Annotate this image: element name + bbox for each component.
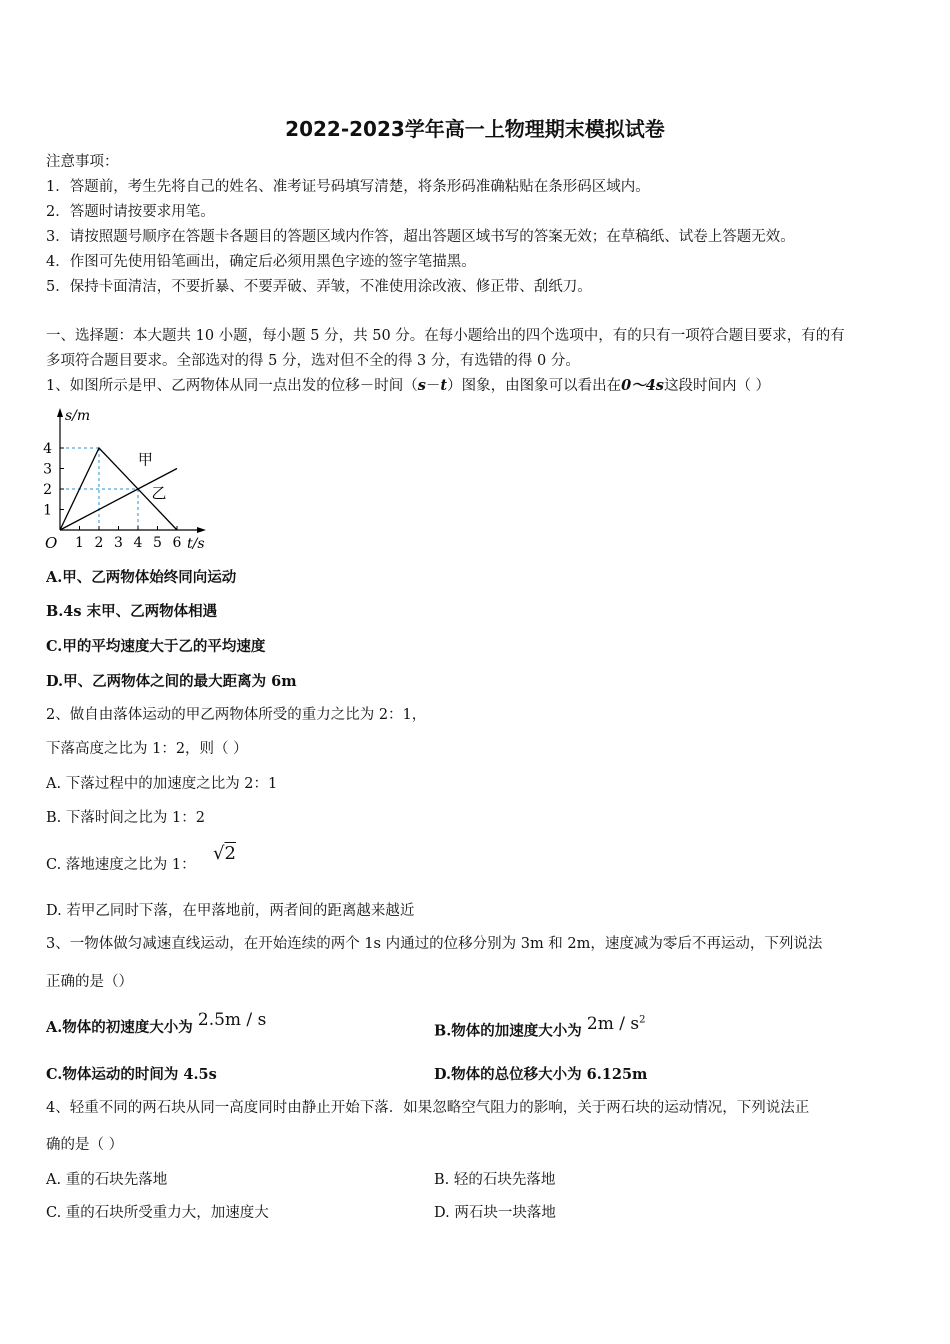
question-3-stem-cont: 正确的是（） — [46, 974, 133, 990]
q2-option-d: D. 若甲乙同时下落，在甲落地前，两者间的距离越来越近 — [46, 903, 415, 919]
notice-heading: 注意事项： — [46, 154, 119, 170]
x-tick-label: 3 — [114, 535, 123, 551]
q1-option-d: D.甲、乙两物体之间的最大距离为 6m — [46, 673, 297, 690]
q4-option-b: B. 轻的石块先落地 — [434, 1172, 556, 1188]
notice-item: 5．保持卡面清洁，不要折暴、不要弄破、弄皱，不准使用涂改液、修正带、刮纸刀。 — [46, 279, 592, 295]
q1-stem-dash: － — [425, 378, 441, 394]
q1-stem-t: t — [440, 377, 448, 394]
x-tick-label: 4 — [133, 535, 143, 551]
x-axis-arrow — [197, 527, 206, 533]
q1-option-a: A.甲、乙两物体始终同向运动 — [46, 569, 237, 586]
notice-item: 2．答题时请按要求用笔。 — [46, 204, 215, 220]
q1-stem-s: s — [417, 377, 426, 394]
question-2-stem-cont: 下落高度之比为 1：2，则（ ） — [46, 741, 248, 757]
q3-option-b-math — [587, 1014, 646, 1034]
question-4-stem: 4、轻重不同的两石块从同一高度同时由静止开始下落．如果忽略空气阻力的影响，关于两石块的运动情况，下列说法正 — [46, 1100, 810, 1116]
q1-option-c: C.甲的平均速度大于乙的平均速度 — [46, 638, 266, 655]
question-3-stem: 3、一物体做匀减速直线运动，在开始连续的两个 1s 内通过的位移分别为 3m 和 2m，速度减为零后不再运动，下列说法 — [46, 936, 823, 952]
st-graph — [40, 404, 220, 554]
question-4-stem-cont: 确的是（ ） — [46, 1137, 124, 1153]
origin-label: O — [45, 534, 58, 552]
series-label-2: 乙 — [151, 484, 167, 503]
question-1-stem — [46, 376, 770, 396]
q3-option-a-text: A.物体的初速度大小为 — [46, 1019, 193, 1036]
y-tick-label: 3 — [43, 461, 52, 478]
page-title: 2022-2023学年高一上物理期末模拟试卷 — [285, 117, 665, 141]
q4-option-d: D. 两石块一块落地 — [434, 1205, 556, 1221]
sqrt-two-radicand: 2 — [224, 843, 236, 864]
y-tick-label: 4 — [43, 441, 52, 457]
q2-option-b: B. 下落时间之比为 1：2 — [46, 810, 205, 826]
y-axis-arrow — [57, 408, 63, 417]
series-label-1: 甲 — [137, 450, 153, 469]
y-tick-label: 1 — [43, 502, 52, 519]
sqrt-two: √2 — [213, 843, 236, 864]
q3-option-b-text: B.物体的加速度大小为 — [434, 1022, 582, 1040]
q1-stem-b: ）图象，由图象可以看出在 — [447, 378, 622, 394]
q2-option-c: C. 落地速度之比为 1： — [46, 857, 196, 873]
y-axis-label: s/m — [65, 408, 91, 424]
q4-option-c: C. 重的石块所受重力大，加速度大 — [46, 1205, 269, 1221]
q1-stem-a: 1、如图所示是甲、乙两物体从同一点出发的位移－时间（ — [46, 378, 418, 394]
notice-item: 4．作图可先使用铅笔画出，确定后必须用黑色字迹的签字笔描黑。 — [46, 254, 476, 270]
q1-option-b: B.4s 末甲、乙两物体相遇 — [46, 603, 218, 620]
y-tick-label: 2 — [43, 482, 52, 498]
x-tick-label: 5 — [153, 535, 162, 551]
x-tick-label: 1 — [75, 535, 84, 551]
q3-option-b-unit: 2m / s — [586, 1013, 640, 1034]
q1-stem-range: 0～4s — [621, 377, 664, 394]
notice-item: 1．答题前，考生先将自己的姓名、准考证号码填写清楚，将条形码准确粘贴在条形码区域内。 — [46, 179, 650, 195]
q3-option-b-sup: 2 — [639, 1014, 646, 1025]
x-tick-label: 6 — [172, 535, 182, 551]
section-heading-cont: 多项符合题目要求。全部选对的得 5 分，选对但不全的得 3 分，有选错的得 0 分。 — [46, 353, 580, 369]
notice-item: 3．请按照题号顺序在答题卡各题目的答题区域内作答，超出答题区域书写的答案无效；在草稿纸、试卷上答题无效。 — [46, 229, 795, 245]
q2-option-a: A. 下落过程中的加速度之比为 2：1 — [46, 776, 278, 792]
q3-option-a — [46, 1010, 267, 1038]
q3-option-d: D.物体的总位移大小为 6.125m — [434, 1066, 648, 1083]
x-tick-label: 2 — [94, 535, 104, 551]
q3-option-b — [434, 1013, 646, 1042]
q4-option-a: A. 重的石块先落地 — [46, 1172, 168, 1188]
x-axis-label: t/s — [187, 536, 205, 552]
q3-option-a-math: 2.5m / s — [197, 1010, 267, 1030]
section-heading: 一、选择题：本大题共 10 小题，每小题 5 分，共 50 分。在每小题给出的四个选项中，有的只有一项符合题目要求，有的有 — [46, 328, 845, 344]
question-2-stem: 2、做自由落体运动的甲乙两物体所受的重力之比为 2：1， — [46, 707, 427, 723]
q3-option-c: C.物体运动的时间为 4.5s — [46, 1066, 217, 1083]
q1-stem-c: 这段时间内（ ） — [663, 378, 771, 394]
